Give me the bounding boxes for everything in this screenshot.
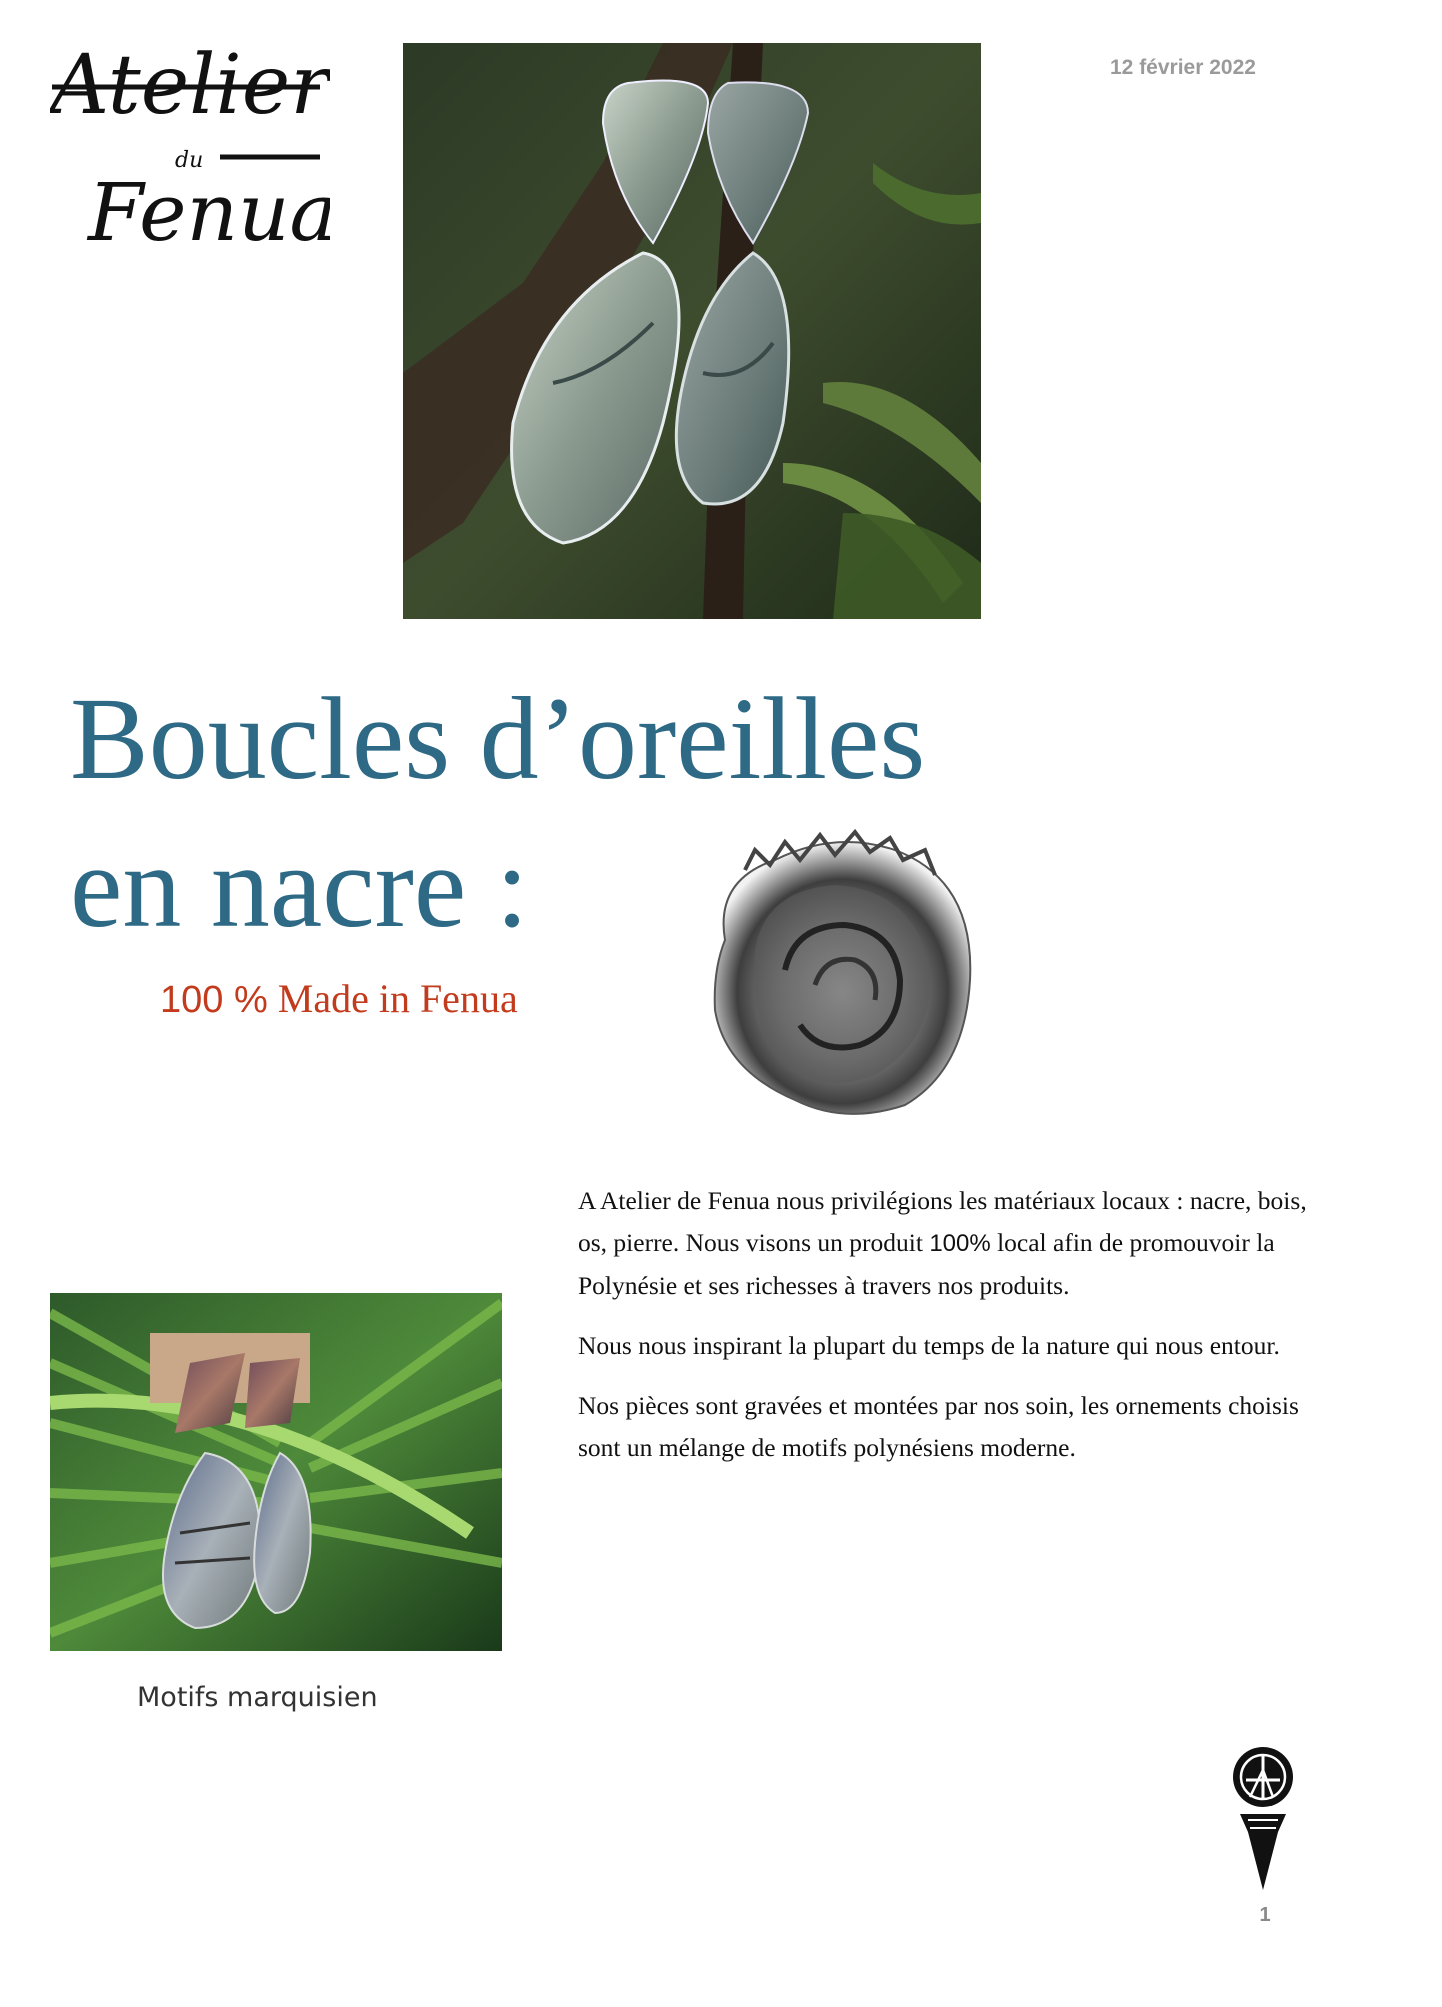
page-number: 1: [1259, 1904, 1271, 1926]
subtitle-text: Made in Fenua: [277, 976, 518, 1021]
body-text: [578, 1180, 1338, 1487]
brand-logo: [50, 25, 330, 255]
paragraph-3: Nos pièces sont gravées et montées par nos soin, les ornements choisis sont un mélange de motifs polynésiens moderne.: [578, 1391, 1299, 1462]
brand-logo-graphic: [50, 25, 330, 255]
subtitle-percent: 100 %: [160, 979, 268, 1021]
earrings-photo-top: [403, 43, 981, 619]
logo-line-3: Fenua: [88, 166, 330, 255]
subtitle: [160, 975, 518, 1022]
paragraph-1-part-a: A Atelier de Fenua nous privilégions les matériaux locaux : nacre, bois, os, pierre. Nous visons un produit: [578, 1186, 1307, 1257]
publication-date: 12 février 2022: [1110, 56, 1256, 79]
paragraph-1-percent: 100%: [929, 1230, 991, 1257]
brand-emblem-icon: [1228, 1742, 1298, 1892]
earrings-photo-bottom: [50, 1293, 502, 1651]
title-line-2: en nacre :: [70, 821, 529, 952]
paragraph-1-part-b: local afin de promouvoir la Polynésie et ses richesses à travers nos produits.: [578, 1228, 1275, 1300]
title-line-1: Boucles d’oreilles: [70, 673, 926, 804]
paragraph-1: [578, 1180, 1338, 1307]
paragraph-2: Nous nous inspirant la plupart du temps de la nature qui nous entour.: [578, 1331, 1280, 1360]
logo-line-1: Atelier: [50, 38, 330, 133]
pearl-shell-illustration: [685, 820, 995, 1130]
photo-caption: Motifs marquisien: [137, 1682, 378, 1713]
logo-line-2: du: [175, 148, 204, 173]
